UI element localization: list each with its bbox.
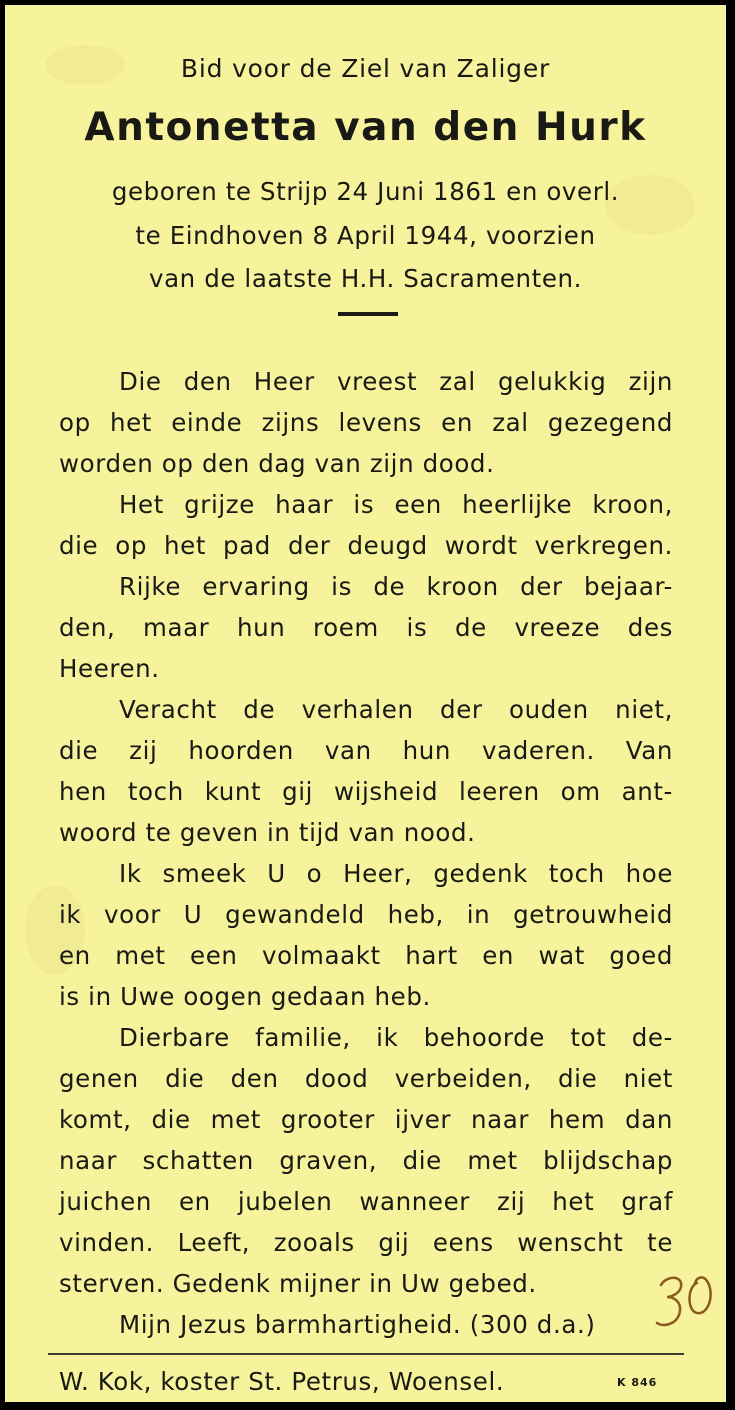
body-line: en met een volmaakt hart en wat goed bbox=[59, 941, 673, 970]
print-code: K 846 bbox=[617, 1376, 658, 1389]
memorial-card bbox=[5, 5, 726, 1402]
footer-rule bbox=[48, 1353, 684, 1355]
body-line: die zij hoorden van hun vaderen. Van bbox=[59, 736, 673, 765]
body-line: vinden. Leeft, zooals gij eens wenscht te bbox=[59, 1228, 673, 1257]
body-line: Ik smeek U o Heer, gedenk toch hoe bbox=[119, 859, 673, 888]
body-line: juichen en jubelen wanneer zij het graf bbox=[59, 1187, 673, 1216]
body-line: Rijke ervaring is de kroon der bejaar- bbox=[119, 572, 673, 601]
body-line: die op het pad der deugd wordt verkregen. bbox=[59, 531, 673, 560]
body-line: is in Uwe oogen gedaan heb. bbox=[59, 982, 431, 1011]
body-line: worden op den dag van zijn dood. bbox=[59, 449, 495, 478]
birth-death-line-3: van de laatste H.H. Sacramenten. bbox=[148, 264, 583, 293]
body-line: Die den Heer vreest zal gelukkig zijn bbox=[119, 367, 673, 396]
divider-rule bbox=[338, 312, 398, 316]
body-line: woord te geven in tijd van nood. bbox=[59, 818, 476, 847]
body-line: Het grijze haar is een heerlijke kroon, bbox=[119, 490, 673, 519]
deceased-name: Antonetta van den Hurk bbox=[84, 105, 647, 150]
body-line: Mijn Jezus barmhartigheid. (300 d.a.) bbox=[119, 1310, 596, 1339]
body-line: genen die den dood verbeiden, die niet bbox=[59, 1064, 673, 1093]
prayer-heading: Bid voor de Ziel van Zaliger bbox=[180, 54, 551, 83]
handwritten-note bbox=[653, 1263, 723, 1343]
body-line: komt, die met grooter ijver naar hem dan bbox=[59, 1105, 673, 1134]
body-line: Dierbare familie, ik behoorde tot de- bbox=[119, 1023, 673, 1052]
body-line: sterven. Gedenk mijner in Uw gebed. bbox=[59, 1269, 537, 1298]
body-line: naar schatten graven, die met blijdschap bbox=[59, 1146, 673, 1175]
body-line: Veracht de verhalen der ouden niet, bbox=[119, 695, 673, 724]
body-line: hen toch kunt gij wijsheid leeren om ant- bbox=[59, 777, 673, 806]
body-line: Heeren. bbox=[59, 654, 160, 683]
body-line: op het einde zijns levens en zal gezegend bbox=[59, 408, 673, 437]
body-line: den, maar hun roem is de vreeze des bbox=[59, 613, 673, 642]
birth-death-line-2: te Eindhoven 8 April 1944, voorzien bbox=[135, 221, 596, 250]
body-line: ik voor U gewandeld heb, in getrouwheid bbox=[59, 900, 673, 929]
birth-death-line-1: geboren te Strijp 24 Juni 1861 en overl. bbox=[111, 177, 620, 206]
printer-credit: W. Kok, koster St. Petrus, Woensel. bbox=[59, 1367, 505, 1396]
